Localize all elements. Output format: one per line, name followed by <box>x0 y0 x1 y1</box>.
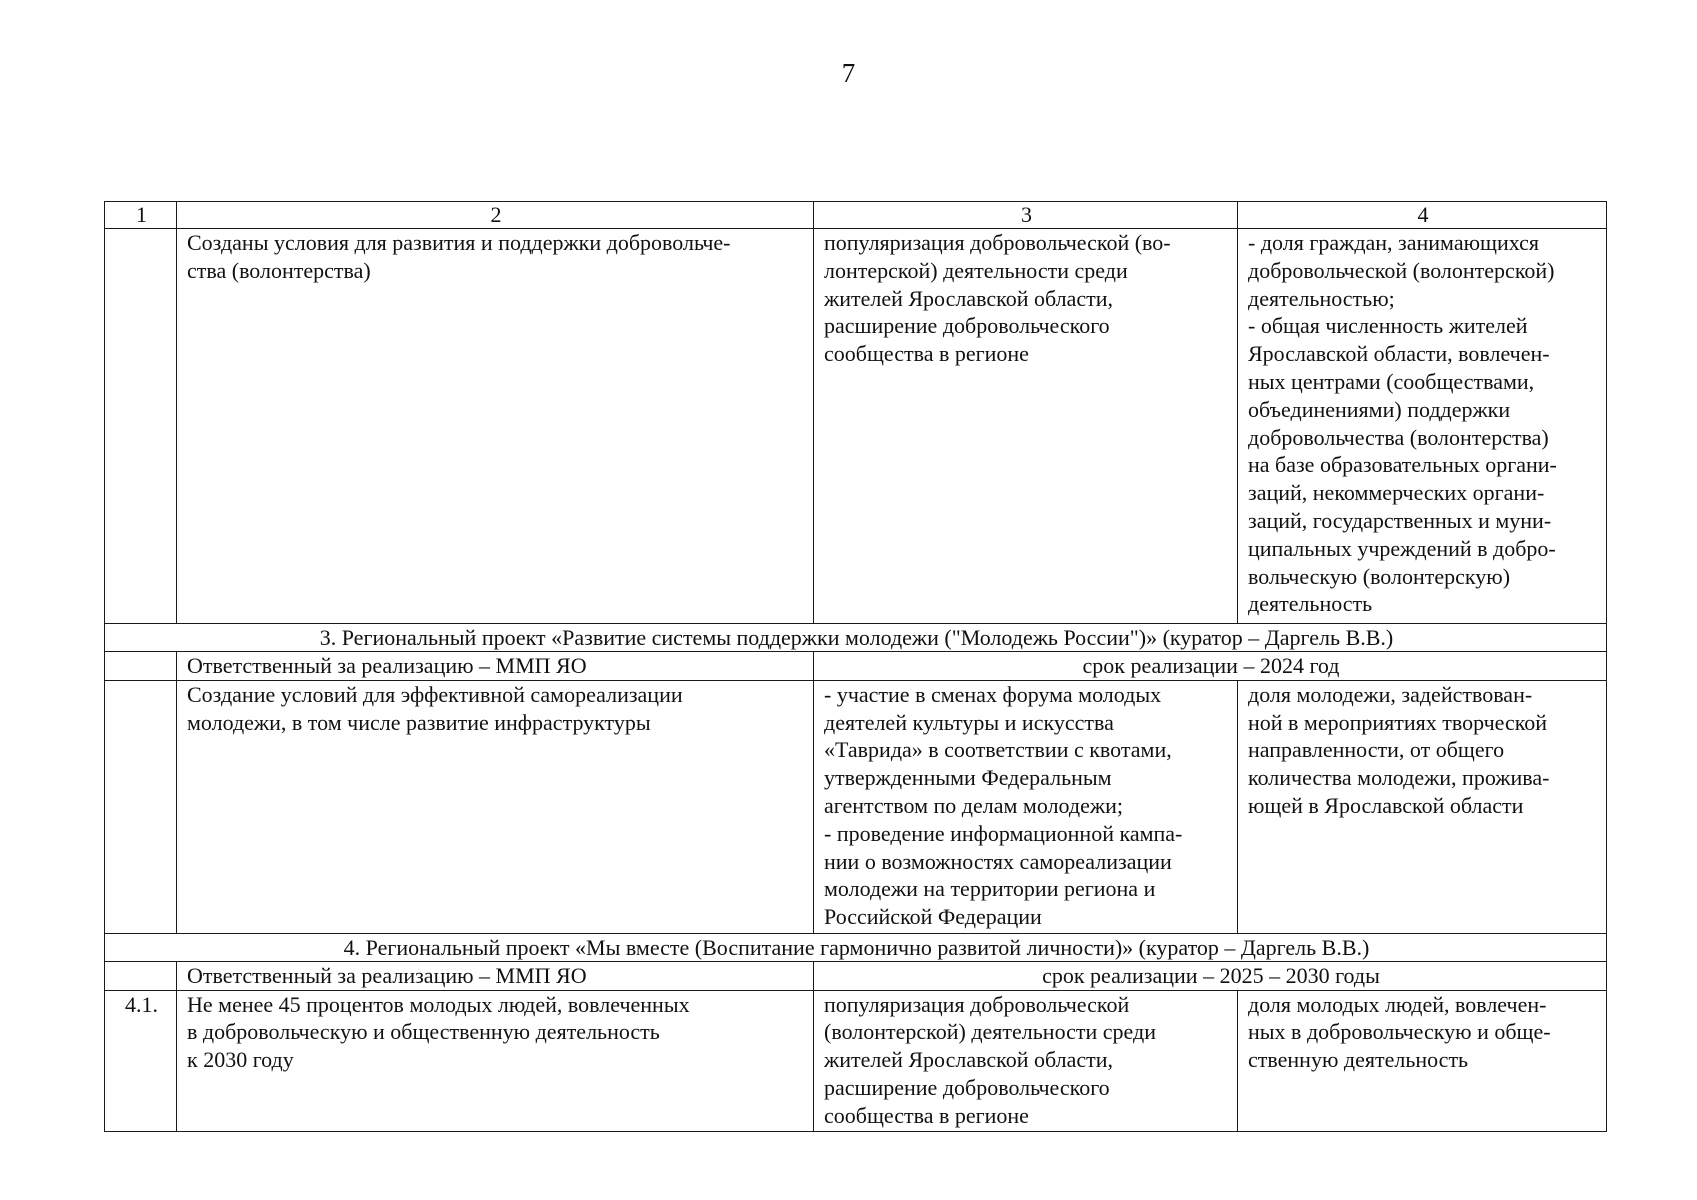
section-4-title: 4. Региональный проект «Мы вместе (Воспитание гармонично развитой личности)» (куратор – Даргель В.В.) <box>105 933 1607 961</box>
indicators-cell: - доля граждан, занимающихся добровольческой (волонтерской) деятельностью; - общая численность жителей Ярославской области, вовлечен- ных центрами (сообществами, объединениями) поддержки добровольчества (волонтерства) на базе образовательных органи- заций, некоммерческих органи- заций, государственных и муни- ципальных учреждений в добро- вольческую (волонтерскую) деятельность <box>1238 229 1607 624</box>
indicators-cell: доля молодых людей, вовлечен- ных в добровольческую и обще- ственную деятельность <box>1238 990 1607 1131</box>
measures-cell: популяризация добровольческой (во- лонтерской) деятельности среди жителей Ярославской области, расширение добровольческого сообщества в регионе <box>814 229 1238 624</box>
header-col-1: 1 <box>105 202 177 229</box>
table-header-row <box>105 202 1607 229</box>
section-3-meta-row <box>105 652 1607 681</box>
header-col-4: 4 <box>1238 202 1607 229</box>
header-col-3: 3 <box>814 202 1238 229</box>
table-row <box>105 990 1607 1131</box>
section-3-title-row <box>105 624 1607 652</box>
section-3-title: 3. Региональный проект «Развитие системы поддержки молодежи ("Молодежь России")» (куратор – Даргель В.В.) <box>105 624 1607 652</box>
measures-cell: - участие в сменах форума молодых деятелей культуры и искусства «Таврида» в соответствии с квотами, утвержденными Федеральным агентством по делам молодежи; - проведение информационной кампа- нии о возможностях самореализации молодежи на территории региона и Российской Федерации <box>814 680 1238 933</box>
header-col-2: 2 <box>177 202 814 229</box>
section-3-term: срок реализации – 2024 год <box>814 652 1607 681</box>
indicators-cell: доля молодежи, задействован- ной в мероприятиях творческой направленности, от общего количества молодежи, прожива- ющей в Ярославской области <box>1238 680 1607 933</box>
result-cell: Создание условий для эффективной самореализации молодежи, в том числе развитие инфраструктуры <box>177 680 814 933</box>
section-4-meta-row <box>105 961 1607 990</box>
result-cell: Не менее 45 процентов молодых людей, вовлеченных в добровольческую и общественную деятельность к 2030 году <box>177 990 814 1131</box>
measures-table <box>104 201 1607 1132</box>
page-number: 7 <box>841 58 856 88</box>
section-4-title-row <box>105 933 1607 961</box>
row-number <box>105 229 177 624</box>
row-number: 4.1. <box>105 990 177 1131</box>
table-row <box>105 229 1607 624</box>
measures-cell: популяризация добровольческой (волонтерской) деятельности среди жителей Ярославской области, расширение добровольческого сообщества в регионе <box>814 990 1238 1131</box>
section-3-responsible: Ответственный за реализацию – ММП ЯО <box>177 652 814 681</box>
result-cell: Созданы условия для развития и поддержки добровольче- ства (волонтерства) <box>177 229 814 624</box>
empty-cell <box>105 652 177 681</box>
table-row <box>105 680 1607 933</box>
row-number <box>105 680 177 933</box>
section-4-term: срок реализации – 2025 – 2030 годы <box>814 961 1607 990</box>
section-4-responsible: Ответственный за реализацию – ММП ЯО <box>177 961 814 990</box>
empty-cell <box>105 961 177 990</box>
